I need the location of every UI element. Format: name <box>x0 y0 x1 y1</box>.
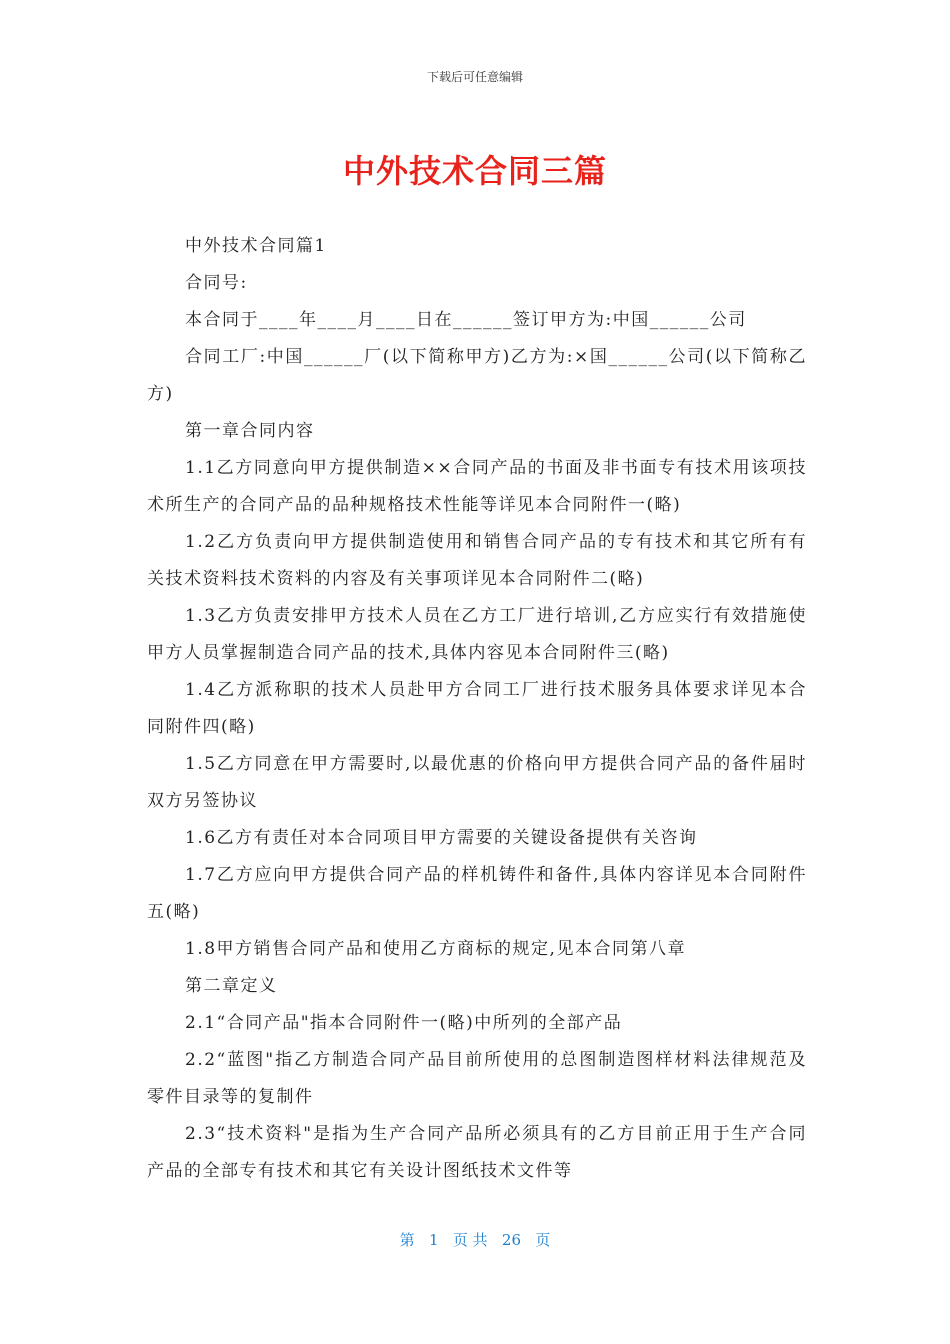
page-header-note: 下载后可任意编辑 <box>426 70 523 84</box>
chapter-heading: 第二章定义 <box>185 976 278 996</box>
definition-paragraph: 2.1“合同产品"指本合同附件一(略)中所列的全部产品 <box>185 1013 623 1033</box>
definition-paragraph: 2.3“技术资料"是指为生产合同产品所必须具有的乙方目前正用于生产合同产品的全部专有技术和其它有关设计图纸技术文件等 <box>147 1124 807 1181</box>
contract-number-line: 合同号: <box>185 273 248 293</box>
page-footer <box>0 1229 950 1250</box>
parties-line: 合同工厂:中国______厂(以下简称甲方)乙方为:×国______公司(以下简称乙方) <box>147 347 807 404</box>
section-heading: 中外技术合同篇1 <box>185 236 327 256</box>
footer-page-label: 第 <box>399 1231 415 1249</box>
clause-paragraph: 1.6乙方有责任对本合同项目甲方需要的关键设备提供有关咨询 <box>185 828 698 848</box>
footer-end-label: 页 <box>535 1231 551 1249</box>
definition-paragraph: 2.2“蓝图"指乙方制造合同产品目前所使用的总图制造图样材料法律规范及零件目录等的复制件 <box>147 1050 807 1107</box>
clause-paragraph: 1.1乙方同意向甲方提供制造××合同产品的书面及非书面专有技术用该项技术所生产的合同产品的品种规格技术性能等详见本合同附件一(略) <box>147 458 807 515</box>
signing-line: 本合同于____年____月____日在______签订甲方为:中国______公司 <box>185 310 747 330</box>
clause-paragraph: 1.3乙方负责安排甲方技术人员在乙方工厂进行培训,乙方应实行有效措施使甲方人员掌握制造合同产品的技术,具体内容见本合同附件三(略) <box>147 606 807 663</box>
clause-paragraph: 1.4乙方派称职的技术人员赴甲方合同工厂进行技术服务具体要求详见本合同附件四(略) <box>147 680 807 737</box>
clause-paragraph: 1.5乙方同意在甲方需要时,以最优惠的价格向甲方提供合同产品的备件届时双方另签协议 <box>147 754 807 811</box>
chapter-heading: 第一章合同内容 <box>185 421 315 441</box>
document-title: 中外技术合同三篇 <box>342 152 607 190</box>
clause-paragraph: 1.8甲方销售合同产品和使用乙方商标的规定,见本合同第八章 <box>185 939 686 959</box>
document-body <box>147 228 807 1190</box>
clause-paragraph: 1.7乙方应向甲方提供合同产品的样机铸件和备件,具体内容详见本合同附件五(略) <box>147 865 807 922</box>
footer-total-label: 页 共 <box>452 1231 488 1249</box>
footer-total-pages: 26 <box>501 1231 522 1249</box>
clause-paragraph: 1.2乙方负责向甲方提供制造使用和销售合同产品的专有技术和其它所有有关技术资料技术资料的内容及有关事项详见本合同附件二(略) <box>147 532 807 589</box>
footer-page-number: 1 <box>428 1231 439 1249</box>
